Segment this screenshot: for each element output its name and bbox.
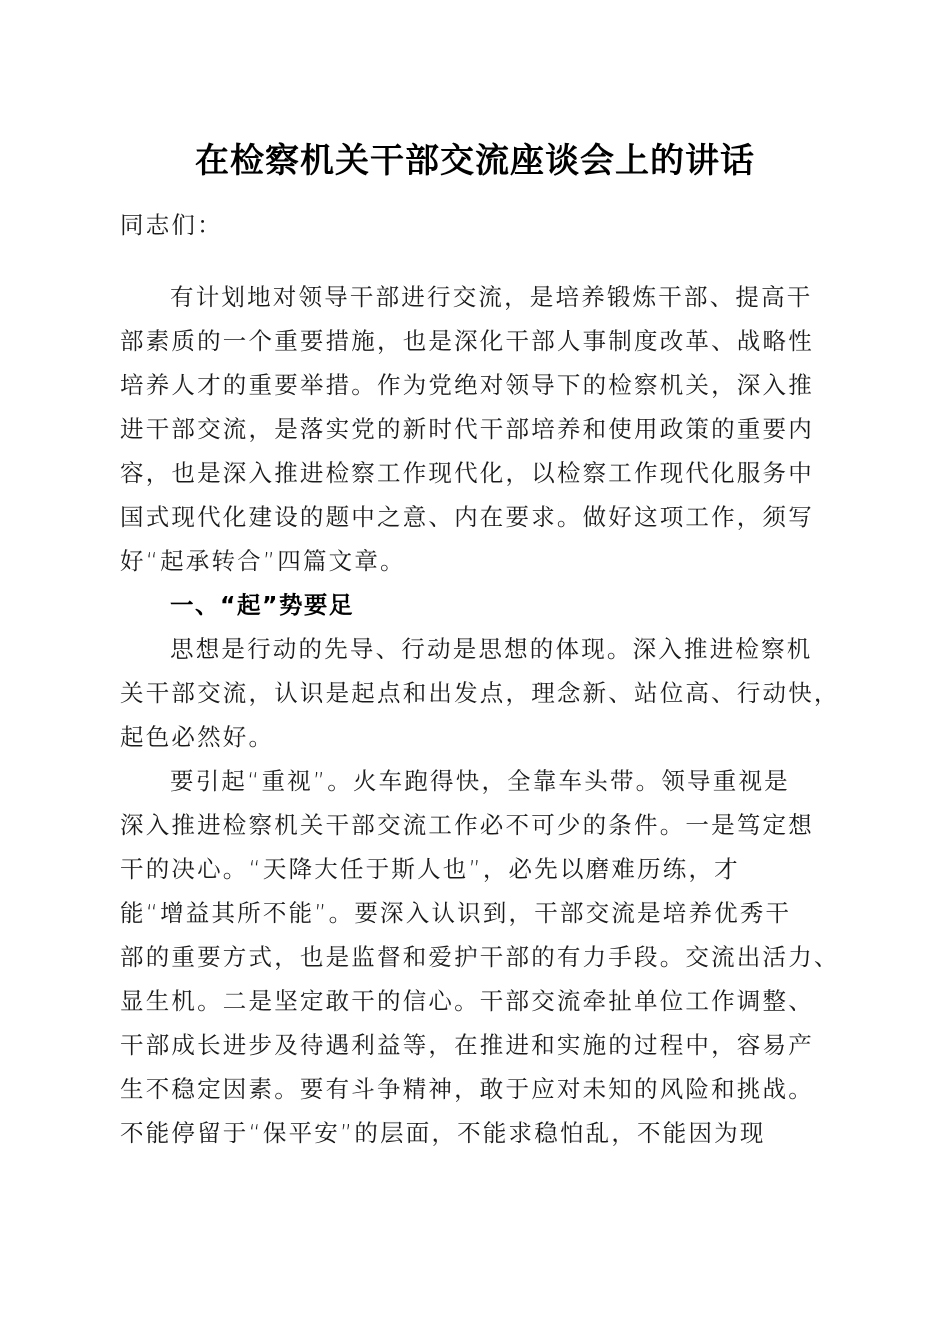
text-line: 干部成长进步及待遇利益等，在推进和实施的过程中，容易产 bbox=[120, 1031, 814, 1059]
section-heading: 一、“起”势要足 bbox=[170, 591, 354, 619]
text-line: 培养人才的重要举措。作为党绝对领导下的检察机关，深入推 bbox=[120, 371, 814, 399]
text-line: 要引起“重视”。火车跑得快，全靠车头带。领导重视是 bbox=[170, 767, 790, 795]
text-line: 有计划地对领导干部进行交流，是培养锻炼干部、提高干 bbox=[170, 283, 813, 311]
text-line: 容，也是深入推进检察工作现代化，以检察工作现代化服务中 bbox=[120, 459, 814, 487]
text-line: 好“起承转合”四篇文章。 bbox=[120, 547, 406, 575]
text-line: 能“增益其所不能”。要深入认识到，干部交流是培养优秀干 bbox=[120, 899, 792, 927]
text-line: 国式现代化建设的题中之意、内在要求。做好这项工作，须写 bbox=[120, 503, 814, 531]
document-title: 在检察机关干部交流座谈会上的讲话 bbox=[195, 141, 755, 181]
text-line: 关干部交流，认识是起点和出发点，理念新、站位高、行动快， bbox=[120, 679, 840, 707]
text-line: 进干部交流，是落实党的新时代干部培养和使用政策的重要内 bbox=[120, 415, 814, 443]
text-line: 干的决心。“天降大任于斯人也”，必先以磨难历练，才 bbox=[120, 855, 740, 883]
text-line: 部的重要方式，也是监督和爱护干部的有力手段。交流出活力、 bbox=[120, 943, 840, 971]
text-line: 不能停留于“保平安”的层面，不能求稳怕乱，不能因为现 bbox=[120, 1119, 766, 1147]
salutation: 同志们： bbox=[120, 211, 223, 239]
text-line: 深入推进检察机关干部交流工作必不可少的条件。一是笃定想 bbox=[120, 811, 814, 839]
text-line: 思想是行动的先导、行动是思想的体现。深入推进检察机 bbox=[170, 635, 813, 663]
text-line: 起色必然好。 bbox=[120, 723, 275, 751]
text-line: 生不稳定因素。要有斗争精神，敢于应对未知的风险和挑战。 bbox=[120, 1075, 814, 1103]
text-line: 显生机。二是坚定敢干的信心。干部交流牵扯单位工作调整、 bbox=[120, 987, 814, 1015]
text-line: 部素质的一个重要措施，也是深化干部人事制度改革、战略性 bbox=[120, 327, 814, 355]
